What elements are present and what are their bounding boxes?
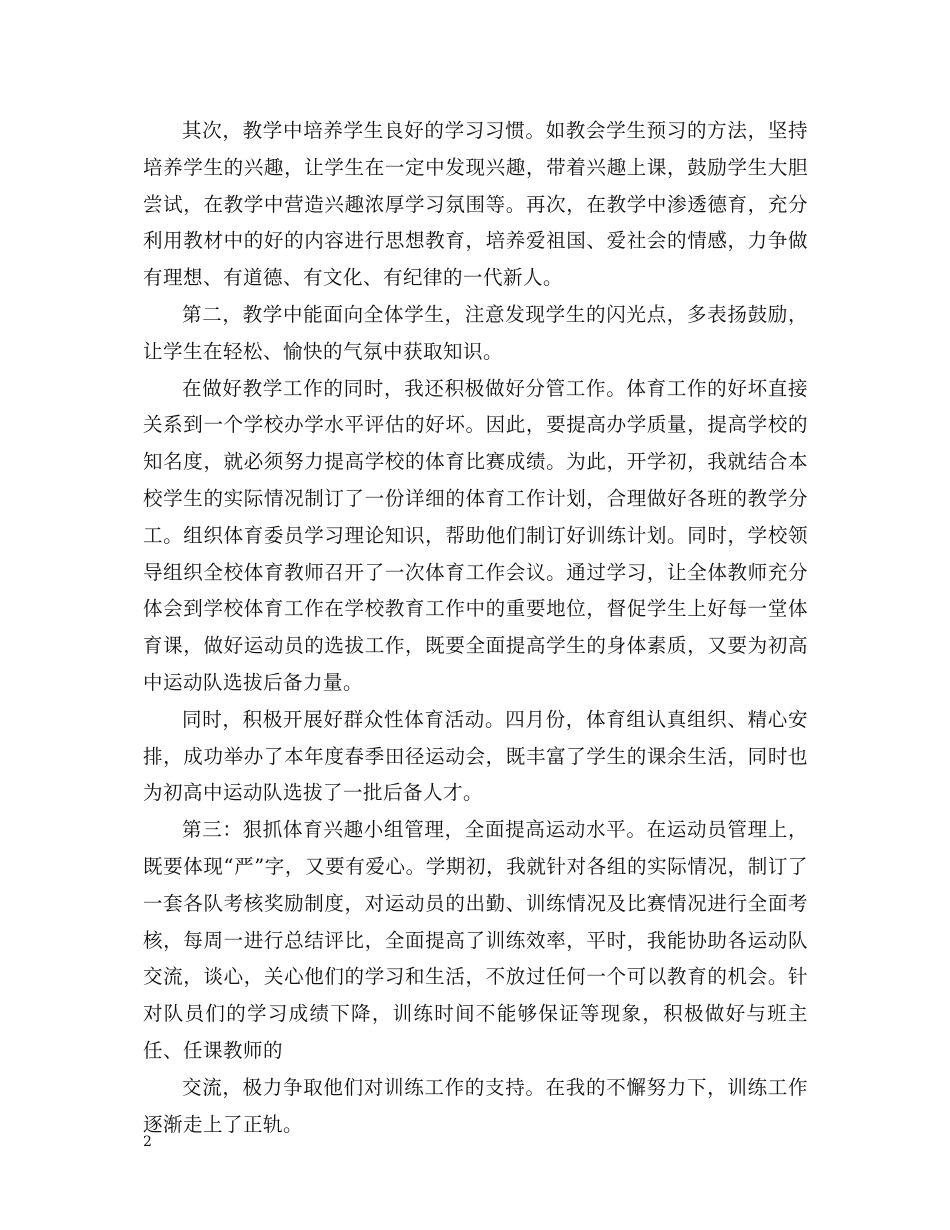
paragraph: 同时，积极开展好群众性体育活动。四月份，体育组认真组织、精心安排，成功举办了本年度春季田径运动会，既丰富了学生的课余生活，同时也为初高中运动队选拔了一批后备人才。 xyxy=(143,707,808,805)
paragraph: 在做好教学工作的同时，我还积极做好分管工作。体育工作的好坏直接关系到一个学校办学水平评估的好坏。因此，要提高办学质量，提高学校的知名度，就必须努力提高学校的体育比赛成绩。为此，开学初，我就结合本校学生的实际情况制订了一份详细的体育工作计划，合理做好各班的教学分工。组织体育委员学习理论知识，帮助他们制订好训练计划。同时，学校领导组织全校体育教师召开了一次体育工作会议。通过学习，让全体教师充分体会到学校体育工作在学校教育工作中的重要地位，督促学生上好每一堂体育课，做好运动员的选拔工作，既要全面提高学生的身体素质，又要为初高中运动队选拔后备力量。 xyxy=(143,376,808,694)
page-number: 2 xyxy=(143,1134,152,1150)
paragraph: 交流，极力争取他们对训练工作的支持。在我的不懈努力下，训练工作逐渐走上了正轨。 xyxy=(143,1075,808,1136)
body-text xyxy=(143,113,808,1143)
paragraph: 第二，教学中能面向全体学生，注意发现学生的闪光点，多表扬鼓励，让学生在轻松、愉快的气氛中获取知识。 xyxy=(143,302,808,363)
paragraph: 其次，教学中培养学生良好的学习习惯。如教会学生预习的方法，坚持培养学生的兴趣，让学生在一定中发现兴趣，带着兴趣上课，鼓励学生大胆尝试，在教学中营造兴趣浓厚学习氛围等。再次，在教学中渗透德育，充分利用教材中的好的内容进行思想教育，培养爱祖国、爱社会的情感，力争做有理想、有道德、有文化、有纪律的一代新人。 xyxy=(143,119,808,290)
paragraph: 第三：狠抓体育兴趣小组管理，全面提高运动水平。在运动员管理上，既要体现“严”字，又要有爱心。学期初，我就针对各组的实际情况，制订了一套各队考核奖励制度，对运动员的出勤、训练情况及比赛情况进行全面考核，每周一进行总结评比，全面提高了训练效率，平时，我能协助各运动队交流，谈心，关心他们的学习和生活，不放过任何一个可以教育的机会。针对队员们的学习成绩下降，训练时间不能够保证等现象，积极做好与班主任、任课教师的 xyxy=(143,818,808,1062)
